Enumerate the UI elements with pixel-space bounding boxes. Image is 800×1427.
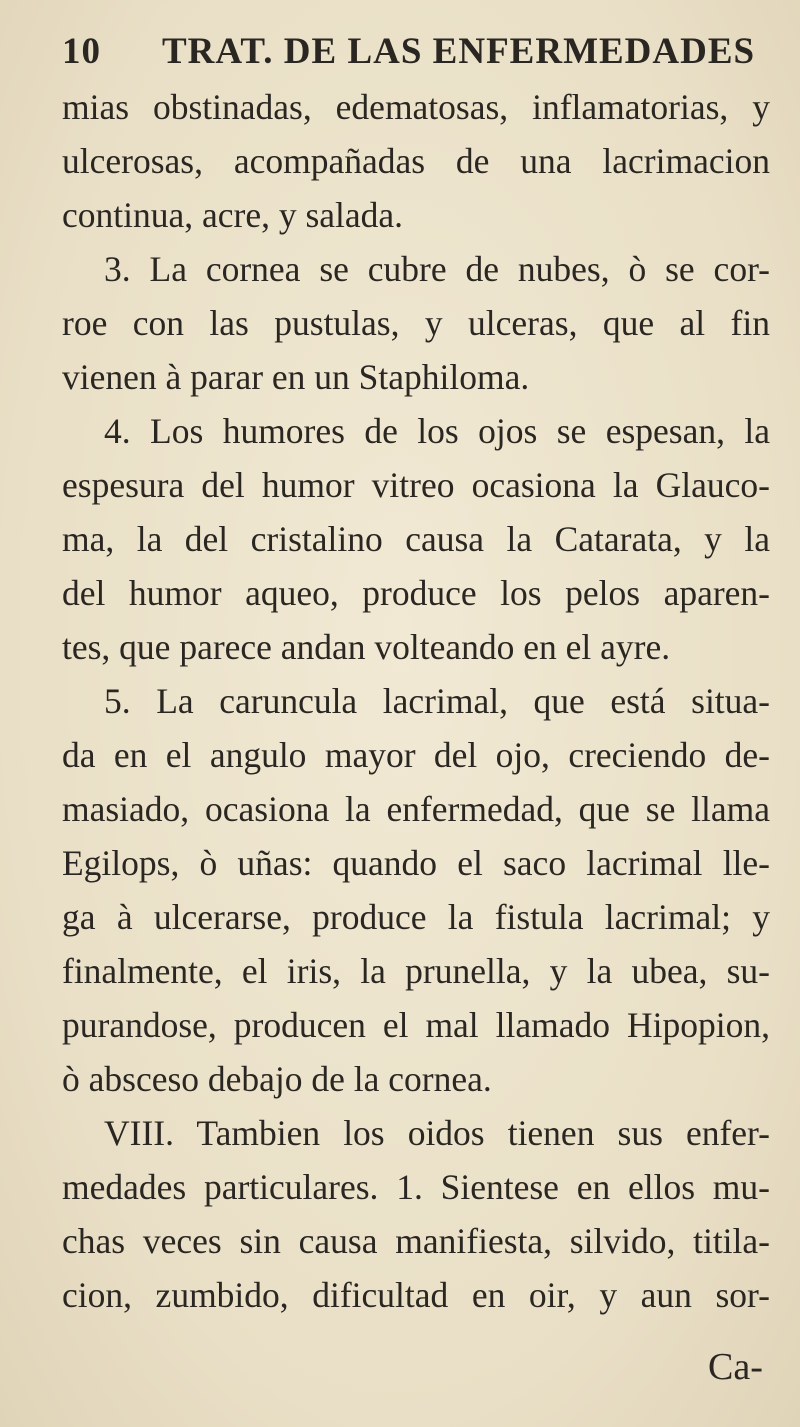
running-title: TRAT. DE LAS ENFERMEDADES (162, 31, 756, 72)
text-line: continua, acre, y salada. (62, 195, 404, 235)
text-line: cion, zumbido, dificultad en oir, y aun sor- (62, 1275, 770, 1315)
text-line: ulcerosas, acompañadas de una lacrimacion (62, 141, 770, 181)
running-head (62, 30, 762, 86)
text-line: da en el angulo mayor del ojo, creciendo de- (62, 735, 770, 775)
text-line: finalmente, el iris, la prunella, y la ubea, su- (62, 951, 770, 991)
text-line: del humor aqueo, produce los pelos aparen- (62, 573, 770, 613)
text-line: tes, que parece andan volteando en el ayre. (62, 627, 671, 667)
page-number: 10 (62, 31, 101, 72)
text-line: mias obstinadas, edematosas, inflamatorias, y (62, 87, 770, 127)
text-line: medades particulares. 1. Sientese en ellos mu- (62, 1167, 770, 1207)
text-line: Egilops, ò uñas: quando el saco lacrimal lle- (62, 843, 770, 883)
text-line: ò absceso debajo de la cornea. (62, 1059, 492, 1099)
text-line: ma, la del cristalino causa la Catarata, y la (62, 519, 770, 559)
catchword: Ca- (708, 1346, 763, 1388)
text-line: 4. Los humores de los ojos se espesan, la (104, 411, 770, 451)
text-line: 3. La cornea se cubre de nubes, ò se cor- (104, 249, 770, 289)
text-line: purandose, producen el mal llamado Hipopion, (62, 1005, 770, 1045)
text-line: 5. La caruncula lacrimal, que está situa- (104, 681, 770, 721)
text-line: VIII. Tambien los oidos tienen sus enfer- (104, 1113, 770, 1153)
text-line: vienen à parar en un Staphiloma. (62, 357, 530, 397)
text-line: espesura del humor vitreo ocasiona la Glauco- (62, 465, 770, 505)
text-line: ga à ulcerarse, produce la fistula lacrimal; y (62, 897, 770, 937)
text-line: chas veces sin causa manifiesta, silvido, titila- (62, 1221, 770, 1261)
text-line: masiado, ocasiona la enfermedad, que se llama (62, 789, 770, 829)
text-line: roe con las pustulas, y ulceras, que al fin (62, 303, 770, 343)
